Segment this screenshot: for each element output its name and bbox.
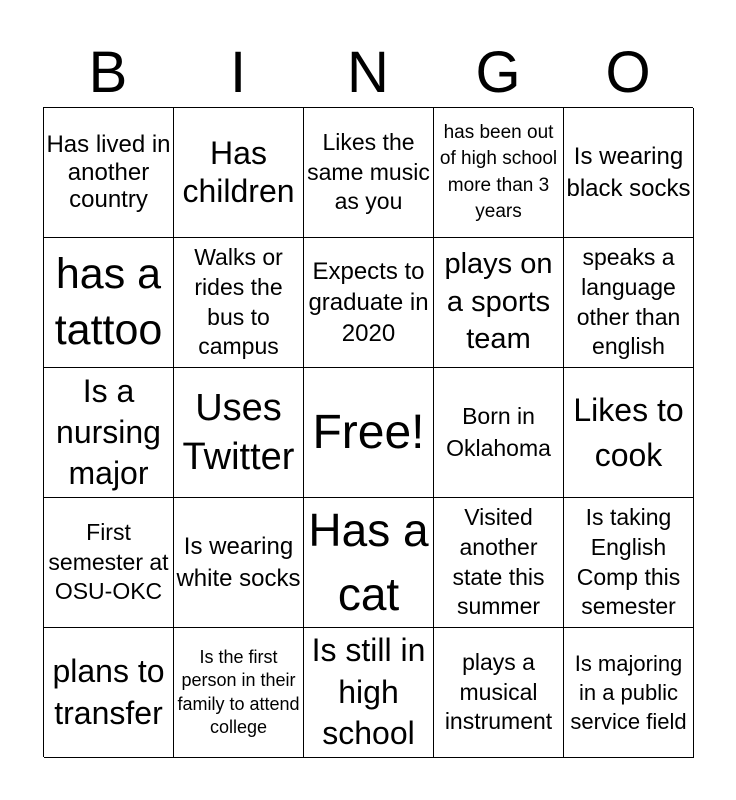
- cell-text: Has children: [182, 135, 295, 209]
- bingo-grid: [43, 107, 693, 757]
- bingo-cell: [564, 238, 694, 368]
- cell-text: First semester at OSU-OKC: [48, 518, 169, 605]
- header-letter-n: N: [347, 40, 389, 105]
- bingo-cell: [304, 628, 434, 758]
- header-letter-i: I: [229, 40, 247, 105]
- cell-text: Is taking English Comp this semester: [576, 503, 681, 620]
- bingo-cell: [434, 108, 564, 238]
- cell-text: has a tattoo: [54, 249, 163, 354]
- bingo-cell: [174, 368, 304, 498]
- bingo-cell: [564, 368, 694, 498]
- bingo-cell: [174, 108, 304, 238]
- header-letter-b: B: [88, 40, 128, 105]
- bingo-cell: [434, 628, 564, 758]
- header-letter-o: O: [605, 40, 651, 105]
- cell-text: Is a nursing major: [56, 373, 161, 491]
- cell-text: has been out of high school more than 3 years: [439, 122, 558, 222]
- cell-text: Walks or rides the bus to campus: [194, 243, 283, 360]
- bingo-cell: [44, 628, 174, 758]
- cell-text: Is majoring in a public service field: [570, 650, 687, 735]
- cell-text: Likes the same music as you: [307, 128, 430, 215]
- bingo-cell: [434, 238, 564, 368]
- cell-text: Visited another state this summer: [452, 503, 545, 620]
- bingo-cell: [304, 368, 434, 498]
- header-letter-g: G: [475, 40, 521, 105]
- cell-text: Is the first person in their family to attend college: [177, 646, 300, 737]
- cell-text: Expects to graduate in 2020: [308, 257, 429, 348]
- bingo-header: [43, 40, 693, 106]
- cell-text: Has a cat: [308, 504, 429, 620]
- bingo-cell: [564, 498, 694, 628]
- bingo-cell: [44, 238, 174, 368]
- bingo-cell: [44, 368, 174, 498]
- cell-text: plays a musical instrument: [444, 648, 553, 735]
- cell-text: plays on a sports team: [444, 247, 553, 356]
- bingo-cell: [304, 498, 434, 628]
- bingo-cell: [304, 238, 434, 368]
- bingo-cell: [44, 108, 174, 238]
- cell-text: Born in Oklahoma: [446, 403, 551, 461]
- cell-text: Is wearing black socks: [566, 143, 691, 202]
- cell-text: Free!: [312, 405, 425, 459]
- cell-text: Is still in high school: [311, 632, 426, 752]
- bingo-cell: [434, 368, 564, 498]
- bingo-cell: [304, 108, 434, 238]
- cell-text: Likes to cook: [573, 391, 684, 473]
- cell-text: plans to transfer: [52, 652, 165, 731]
- cell-text: Has lived in another country: [46, 130, 171, 214]
- cell-text: Is wearing white socks: [176, 533, 301, 592]
- cell-text: Uses Twitter: [182, 386, 295, 478]
- bingo-cell: [174, 628, 304, 758]
- bingo-cell: [174, 238, 304, 368]
- bingo-cell: [174, 498, 304, 628]
- bingo-cell: [564, 628, 694, 758]
- bingo-cell: [44, 498, 174, 628]
- cell-text: speaks a language other than english: [576, 243, 681, 360]
- bingo-cell: [564, 108, 694, 238]
- bingo-cell: [434, 498, 564, 628]
